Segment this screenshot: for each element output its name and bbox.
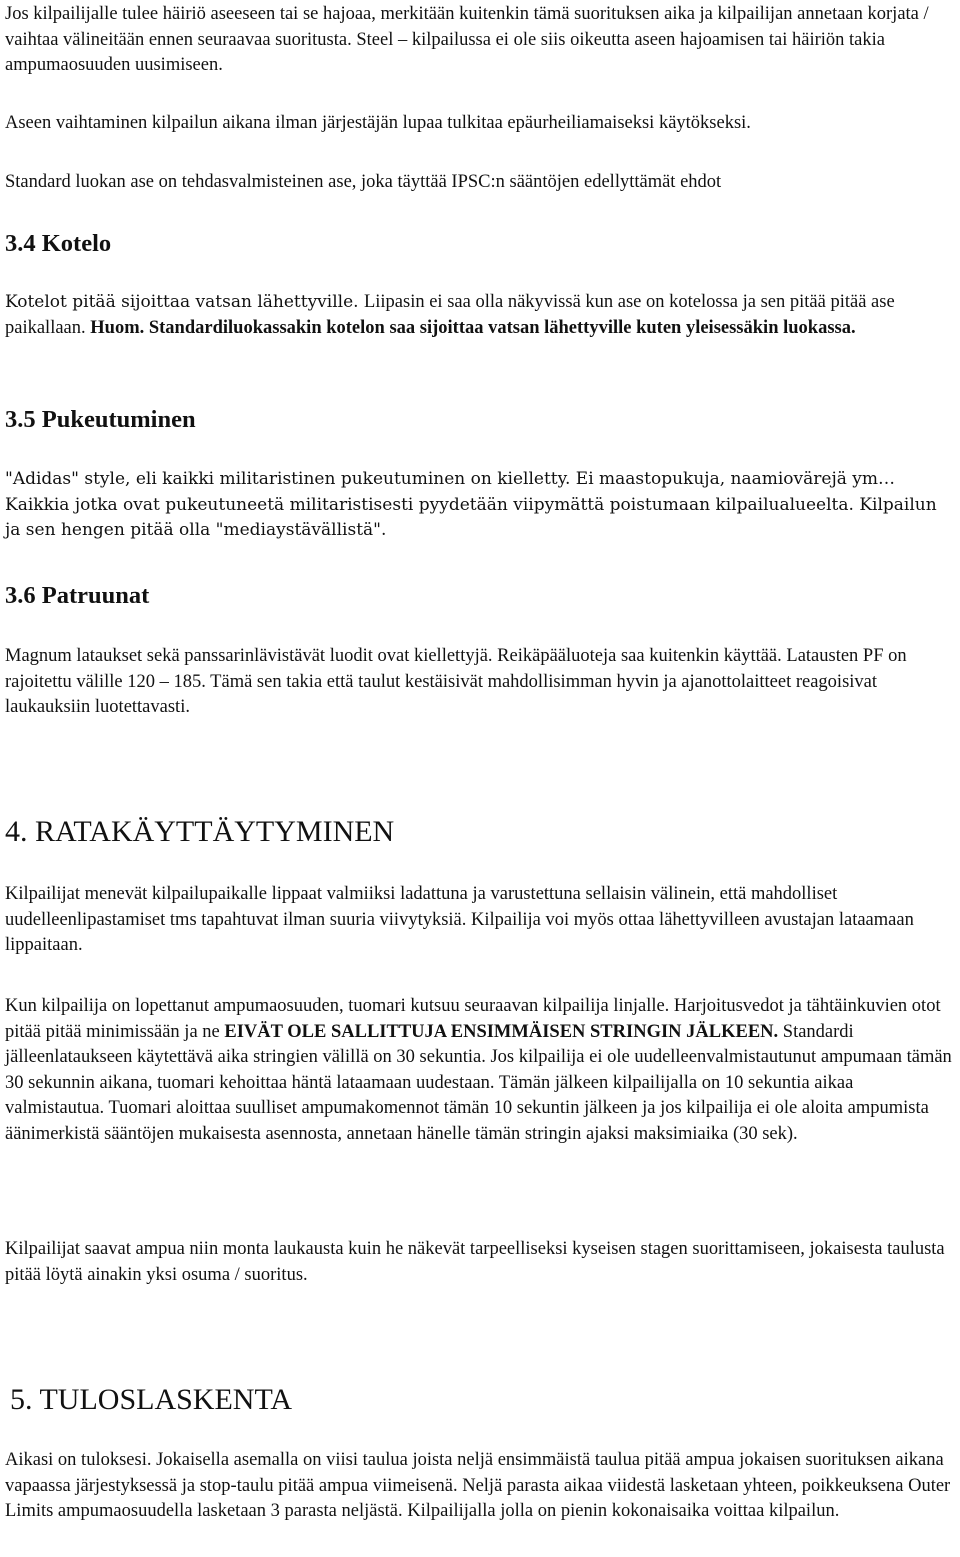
section-5-text: Aikasi on tuloksesi. Jokaisella asemalla on viisi taulua joista neljä ensimmäistä taulua pitää ampua jokaisen suorituksen aikana vapaassa järjestyksessä ja stop-taulu pitää ampua viimeisenä. Neljä parasta aikaa viidestä lasketaan yhteen, poikkeuksena Outer Limits ampumaosuudella lasketaan 3 parasta neljästä. Kilpailijalla jolla on pienin kokonaisaika voittaa kilpailun. — [5, 1450, 951, 1521]
section-4-paragraph-3: Kilpailijat saavat ampua niin monta laukausta kuin he näkevät tarpeelliseksi kyseisen stagen suorittamiseen, jokaisesta taulusta pitää löytä ainakin yksi osuma / suoritus. — [5, 1239, 945, 1285]
section-3-4-text-b: Liipasin ei saa olla näkyvissä kun ase on kotelossa ja sen pitää pitää ase paikallaan. — [5, 292, 895, 338]
section-3-4-heading: 3.4 Kotelo — [5, 230, 112, 257]
section-3-4-text-a: Kotelot pitää sijoittaa vatsan lähettyville. — [5, 292, 364, 312]
section-3-5-heading: 3.5 Pukeutuminen — [5, 406, 196, 433]
intro-paragraph-3: Standard luokan ase on tehdasvalmisteinen ase, joka täyttää IPSC:n sääntöjen edellyttämät ehdot — [5, 172, 722, 192]
section-5-heading: 5. TULOSLASKENTA — [10, 1383, 293, 1416]
section-3-6-heading: 3.6 Patruunat — [5, 582, 150, 609]
section-4-paragraph-2 — [5, 994, 954, 1147]
section-4-heading: 4. RATAKÄYTTÄYTYMINEN — [5, 815, 395, 848]
section-4-paragraph-2-b: Standardi jälleenlataukseen käytettävä aika stringien välillä on 30 sekuntia. Jos kilpailija ei ole uudelleenvalmistautunut ampumaan tämän 30 sekunnin aikana, tuomari kehoittaa häntä lataamaan uudestaan. Tämän jälkeen kilpailijalla on 10 sekuntia aikaa valmistautua. Tuomari aloittaa suulliset ampumakomennot tämän 10 sekuntin jälkeen ja jos kilpailija ei ole aloita ampumista äänimerkistä sääntöjen mukaisesta asennosta, annetaan hänelle tämän stringin ajaksi maksimiaika (30 sek). — [5, 1021, 952, 1144]
section-3-5-text: "Adidas" style, eli kaikki militaristinen pukeutuminen on kielletty. Ei maastopukuja, naamiovärejä ym… Kaikkia jotka ovat pukeutuneetä militaristisesti pyydetään viipymättä poistumaan kilpailualueelta. Kilpailun ja sen hengen pitää olla "mediaystävällistä". — [5, 469, 937, 540]
section-4-paragraph-2-bold: EIVÄT OLE SALLITTUJA ENSIMMÄISEN STRINGIN JÄLKEEN. — [224, 1021, 779, 1042]
intro-paragraph-2: Aseen vaihtaminen kilpailun aikana ilman järjestäjän lupaa tulkitaa epäurheiliamaiseksi käytökseksi. — [5, 113, 751, 133]
section-3-6-text: Magnum lataukset sekä panssarinlävistävät luodit ovat kiellettyjä. Reikäpääluoteja saa kuitenkin käyttää. Latausten PF on rajoitettu välille 120 – 185. Tämä sen takia että taulut kestäisivät mahdollisimman hyvin ja ajanottolaitteet reagoisivat laukauksiin luotettavasti. — [5, 646, 907, 717]
intro-paragraph-1: Jos kilpailijalle tulee häiriö aseeseen tai se hajoaa, merkitään kuitenkin tämä suorituksen aika ja kilpailijan annetaan korjata / vaihtaa välineitään ennen seuraavaa suoritusta. Steel – kilpailussa ei ole siis oikeutta aseen hajoamisen tai häiriön takia ampumaosuuden uusimiseen. — [5, 4, 929, 75]
section-4-paragraph-1: Kilpailijat menevät kilpailupaikalle lippaat valmiiksi ladattuna ja varustettuna sellaisin välinein, että mahdolliset uudelleenlipastamiset tms tapahtuvat ilman suuria viivytyksiä. Kilpailija voi myös ottaa lähettyvilleen avustajan lataamaan lippaitaan. — [5, 884, 914, 955]
section-3-4-note: Huom. Standardiluokassakin kotelon saa sijoittaa vatsan lähettyville kuten yleisessäkin luokassa. — [90, 317, 856, 338]
section-4-paragraph-2-a: Kun kilpailija on lopettanut ampumaosuuden, tuomari kutsuu seuraavan kilpailija linjalle. Harjoitusvedot ja tähtäinkuvien otot pitää pitää minimissään ja ne — [5, 996, 941, 1042]
section-3-4-text — [5, 290, 954, 341]
